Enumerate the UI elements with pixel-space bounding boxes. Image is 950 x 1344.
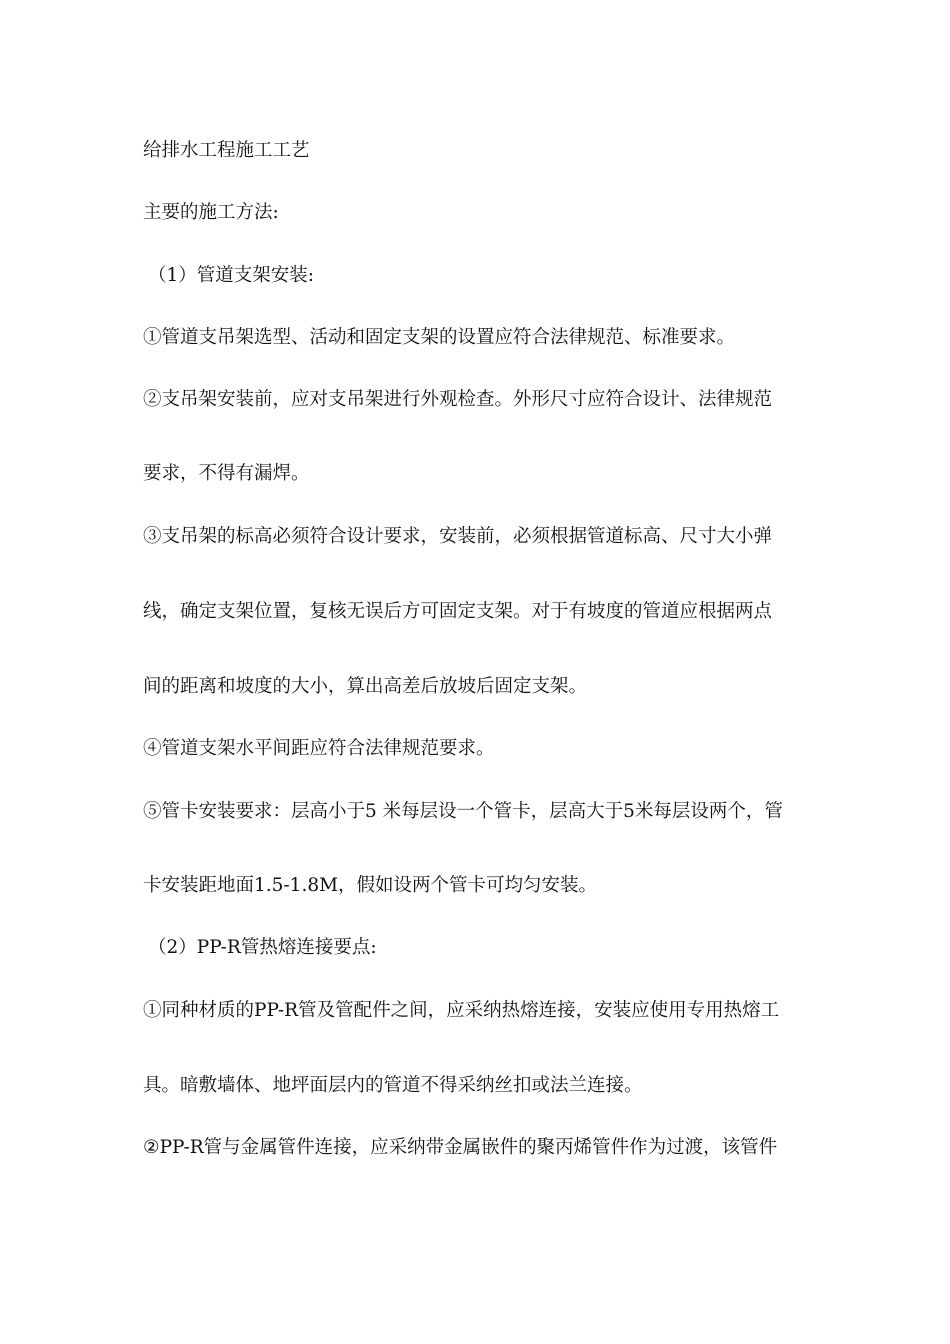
subsection-heading-2: （2）PP-R管热熔连接要点:	[148, 937, 377, 958]
paragraph-line: 线，确定支架位置，复核无误后方可固定支架。对于有坡度的管道应根据两点	[143, 601, 773, 622]
paragraph-line: ④管道支架水平间距应符合法律规范要求。	[143, 738, 495, 759]
subsection-heading-1: （1）管道支架安装:	[148, 265, 315, 286]
paragraph-line: 间的距离和坡度的大小，算出高差后放坡后固定支架。	[143, 676, 588, 697]
paragraph-line: ②支吊架安装前，应对支吊架进行外观检查。外形尺寸应符合设计、法律规范	[143, 389, 773, 410]
paragraph-line: ①管道支吊架选型、活动和固定支架的设置应符合法律规范、标准要求。	[143, 327, 736, 348]
paragraph-line: ①同种材质的PP-R管及管配件之间，应采纳热熔连接，安装应使用专用热熔工	[143, 1000, 780, 1021]
paragraph-line: 要求，不得有漏焊。	[143, 463, 310, 484]
section-heading: 主要的施工方法:	[143, 202, 279, 223]
paragraph-line: ③支吊架的标高必须符合设计要求，安装前，必须根据管道标高、尺寸大小弹	[143, 526, 773, 547]
paragraph-line: 具。暗敷墙体、地坪面层内的管道不得采纳丝扣或法兰连接。	[143, 1075, 643, 1096]
document-title: 给排水工程施工工艺	[143, 140, 310, 161]
paragraph-line: ⑤管卡安装要求：层高小于5 米每层设一个管卡，层高大于5米每层设两个，管	[143, 801, 783, 822]
paragraph-line: 卡安装距地面1.5-1.8M，假如设两个管卡可均匀安装。	[143, 875, 598, 896]
paragraph-line: ②PP-R管与金属管件连接，应采纳带金属嵌件的聚丙烯管件作为过渡，该管件	[143, 1137, 778, 1158]
